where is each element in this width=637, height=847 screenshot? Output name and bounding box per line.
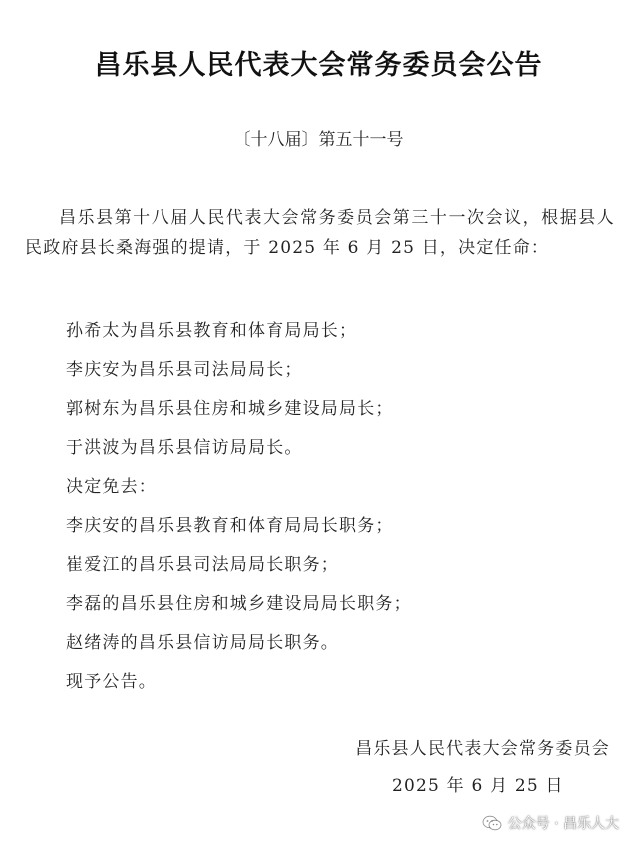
watermark-text: 公众号 · 昌乐人大 <box>507 816 619 832</box>
list-item: 孙希太为昌乐县教育和体育局局长； <box>66 321 358 341</box>
announcement-list <box>66 317 616 707</box>
announcement-title: 昌乐县人民代表大会常务委员会公告 <box>94 50 543 81</box>
document-number: 〔十八届〕第五十一号 <box>233 130 404 150</box>
list-item: 现予公告。 <box>66 672 157 692</box>
signature-date: 2025 年 6 月 25 日 <box>392 776 564 796</box>
list-item: 赵绪涛的昌乐县信访局局长职务。 <box>66 633 339 653</box>
list-item: 郭树东为昌乐县住房和城乡建设局局长； <box>66 399 394 419</box>
list-item: 崔爱江的昌乐县司法局局长职务； <box>66 555 339 575</box>
list-item: 决定免去： <box>66 477 157 497</box>
wechat-icon <box>482 815 502 831</box>
list-item: 于洪波为昌乐县信访局局长。 <box>66 438 303 458</box>
watermark <box>482 812 619 834</box>
signature-organization: 昌乐县人民代表大会常务委员会 <box>355 739 610 759</box>
list-item: 李庆安为昌乐县司法局局长； <box>66 360 303 380</box>
list-item: 李庆安的昌乐县教育和体育局局长职务； <box>66 516 394 536</box>
intro-paragraph: 昌乐县第十八届人民代表大会常务委员会第三十一次会议，根据县人民政府县长桑海强的提请，于 2025 年 6 月 25 日，决定任命： <box>25 208 615 258</box>
list-item: 李磊的昌乐县住房和城乡建设局局长职务； <box>66 594 412 614</box>
